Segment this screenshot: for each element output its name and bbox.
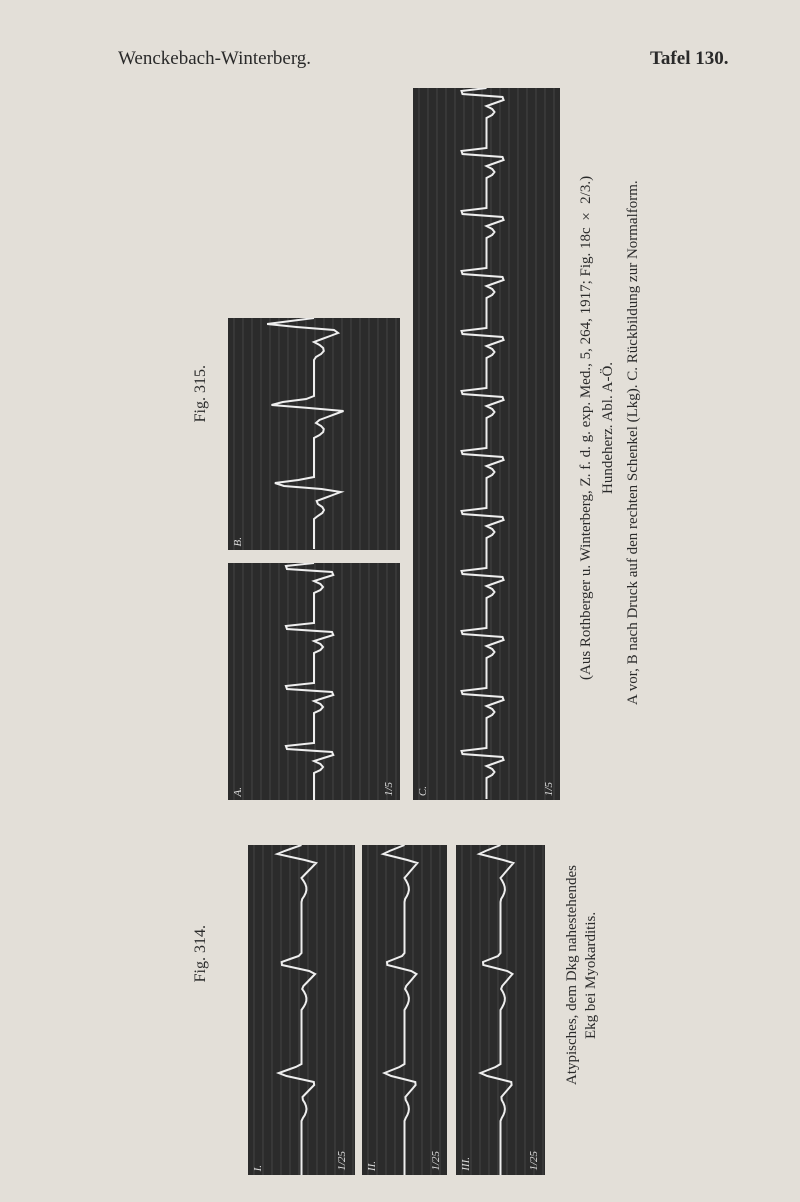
ecg-trace bbox=[413, 88, 560, 800]
fig314-caption-line2: Ekg bei Myokarditis. bbox=[583, 911, 599, 1039]
fig315-caption-subject: Hundeherz. Abl. A-Ö. bbox=[600, 361, 616, 494]
ecg-panel-lead-2 bbox=[362, 845, 447, 1175]
ecg-waveform bbox=[479, 845, 513, 1175]
ecg-waveform bbox=[267, 318, 343, 549]
panel-label: III. bbox=[460, 1157, 472, 1171]
panel-label: B. bbox=[232, 536, 244, 546]
fig314-caption-line1: Atypisches, dem Dkg nahestehendes bbox=[564, 865, 580, 1085]
ecg-panel-a bbox=[228, 563, 400, 800]
ecg-waveform bbox=[277, 845, 316, 1175]
ecg-panel-c bbox=[413, 88, 560, 800]
ecg-trace bbox=[248, 845, 355, 1175]
ecg-trace bbox=[362, 845, 447, 1175]
panel-label: I. bbox=[252, 1164, 264, 1171]
time-scale: 1/25 bbox=[430, 1151, 442, 1171]
running-header-author: Wenckebach-Winterberg. bbox=[118, 48, 312, 69]
ecg-trace bbox=[456, 845, 545, 1175]
time-scale: 1/5 bbox=[543, 781, 555, 796]
time-scale: 1/25 bbox=[528, 1151, 540, 1171]
ecg-trace bbox=[228, 563, 400, 800]
ecg-panel-lead-1 bbox=[248, 845, 355, 1175]
ecg-waveform bbox=[462, 88, 504, 799]
fig315-caption-source: (Aus Rothberger u. Winterberg, Z. f. d. g. exp. Med., 5, 264, 1917; Fig. 18c × 2/3.) bbox=[578, 175, 594, 680]
panel-label: II. bbox=[366, 1160, 378, 1171]
ecg-waveform bbox=[383, 845, 417, 1175]
time-scale: 1/5 bbox=[383, 781, 395, 796]
fig315-caption-description: A vor, B nach Druck auf den rechten Schenkel (Lkg). C. Rückbildung zur Normalform. bbox=[625, 180, 641, 705]
ecg-trace bbox=[228, 318, 400, 550]
fig315-label: Fig. 315. bbox=[192, 365, 209, 423]
plate-number: Tafel 130. bbox=[650, 48, 729, 69]
ecg-panel-lead-3 bbox=[456, 845, 545, 1175]
ecg-waveform bbox=[286, 563, 333, 800]
fig314-label: Fig. 314. bbox=[192, 925, 209, 983]
ecg-panel-b bbox=[228, 318, 400, 550]
panel-label: C. bbox=[417, 785, 429, 796]
time-scale: 1/25 bbox=[336, 1151, 348, 1171]
panel-label: A. bbox=[232, 786, 244, 796]
